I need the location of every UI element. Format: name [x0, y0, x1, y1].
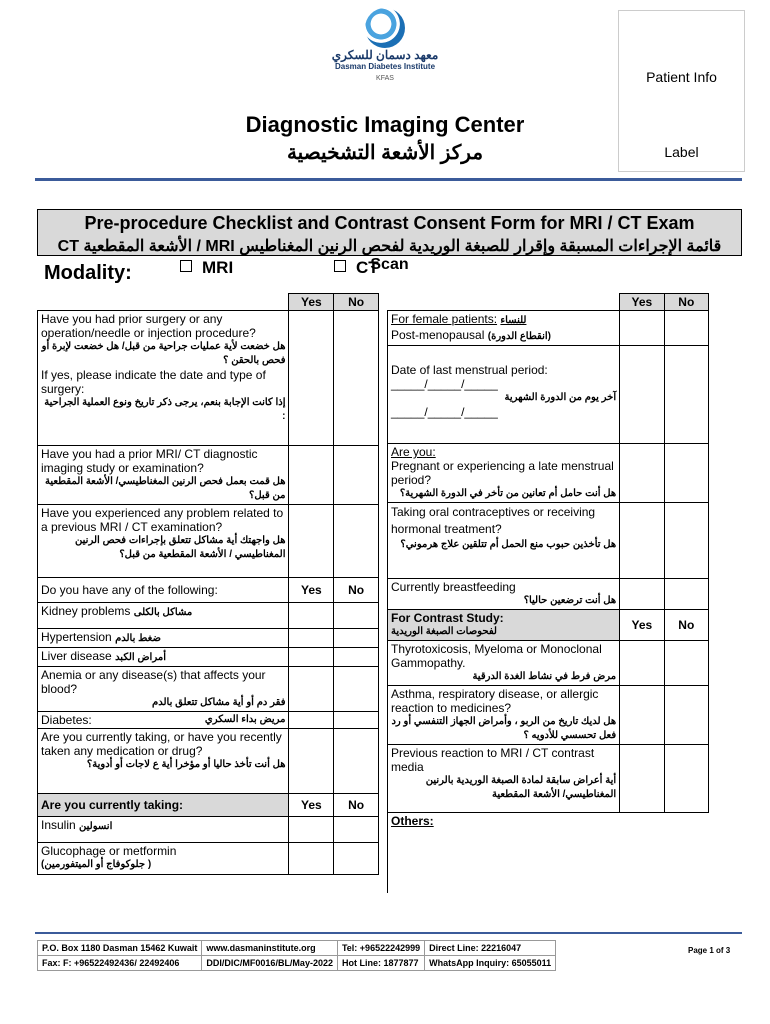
lmp-label-en: Date of last menstrual period:	[391, 363, 548, 377]
conditions-no-header: No	[334, 578, 379, 603]
thyrotoxicosis-label-ar: مرض فرط في نشاط الغدة الدرقية	[472, 671, 617, 682]
asthma-no-cell[interactable]	[664, 686, 708, 745]
footer-direct-line: Direct Line: 22216047	[425, 941, 556, 956]
footer-hotline: Hot Line: 1877877	[337, 956, 424, 971]
anemia-label-en: Anemia or any disease(s) that affects your blood?	[41, 668, 266, 696]
ct-option-label: CT	[356, 258, 379, 277]
kidney-row	[38, 603, 289, 629]
female-row	[388, 311, 620, 346]
footer-divider	[35, 932, 742, 934]
surgery-date-question-ar: إذا كانت الإجابة بنعم، يرجى ذكر تاريخ ونوع العملية الجراحية :	[44, 397, 286, 422]
anemia-yes-cell[interactable]	[289, 667, 334, 712]
hypertension-label-ar: ضغط بالدم	[115, 633, 161, 644]
kfas-logo-text: KFAS	[376, 75, 394, 82]
others-field[interactable]: Others:	[388, 813, 709, 893]
hypertension-label-en: Hypertension	[41, 630, 112, 644]
previous-reaction-yes-cell[interactable]	[620, 745, 664, 813]
asthma-yes-cell[interactable]	[620, 686, 664, 745]
hypertension-row	[38, 629, 289, 648]
footer-tel: Tel: +96522242999	[337, 941, 424, 956]
prior-imaging-question	[38, 446, 289, 505]
glucophage-label-ar: ( جلوكوفاج أو الميتفورمين)	[41, 859, 152, 870]
currently-taking-header: Are you currently taking:	[38, 794, 289, 817]
prior-problem-question-ar: هل واجهتك أية مشاكل تتعلق بإجراءات فحص الرنين المغناطيسي / الأشعة المقطعية من قبل؟	[75, 535, 286, 560]
lmp-no-cell[interactable]	[664, 346, 708, 444]
postmenopausal-label-en: Post-menopausal	[391, 328, 485, 342]
asthma-label-en: Asthma, respiratory disease, or allergic reaction to medicines?	[391, 687, 599, 715]
insulin-label-en: Insulin	[41, 818, 76, 832]
contraceptive-label-en: Taking oral contraceptives or receiving hormonal treatment?	[391, 505, 596, 536]
logo-arabic-text: معهد دسمان للسكري	[331, 48, 439, 62]
header-divider	[35, 178, 742, 181]
hypertension-yes-cell[interactable]	[289, 629, 334, 648]
previous-reaction-no-cell[interactable]	[664, 745, 708, 813]
right-header-blank	[388, 294, 620, 311]
glucophage-yes-cell[interactable]	[289, 843, 334, 875]
liver-label-en: Liver disease	[41, 649, 112, 663]
form-title-arabic: قائمة الإجراءات المسبقة وإقرار للصبغة الوريدية لفحص الرنين المغناطيس MRI / الأشعة المقطعية CT Scan	[57, 238, 722, 273]
footer-document-code: DDI/DIC/MF0016/BL/May-2022	[202, 956, 338, 971]
postmenopausal-yes-cell[interactable]	[620, 311, 664, 346]
lmp-row	[388, 346, 620, 444]
contrast-yes-header: Yes	[620, 610, 664, 641]
medication-yes-cell[interactable]	[289, 729, 334, 794]
right-yes-header: Yes	[620, 294, 664, 311]
glucophage-label-en: Glucophage or metformin	[41, 844, 177, 858]
left-yes-header: Yes	[289, 294, 334, 311]
contrast-study-label-en: For Contrast Study:	[391, 611, 504, 625]
diabetes-no-cell[interactable]	[334, 712, 379, 729]
breastfeeding-row	[388, 579, 620, 610]
anemia-label-ar: فقر دم أو أية مشاكل تتعلق بالدم	[152, 697, 286, 708]
asthma-row	[388, 686, 620, 745]
contrast-no-header: No	[664, 610, 708, 641]
taking-yes-header: Yes	[289, 794, 334, 817]
contraceptive-yes-cell[interactable]	[620, 503, 664, 579]
lmp-label-ar: آخر يوم من الدورة الشهرية	[504, 392, 617, 403]
pregnant-label-ar: هل أنت حامل أم تعانين من تأخر في الدورة الشهرية؟	[399, 488, 617, 499]
lmp-date-blank-2[interactable]: _____/_____/_____	[391, 405, 498, 419]
medication-no-cell[interactable]	[334, 729, 379, 794]
form-title-english: Pre-procedure Checklist and Contrast Consent Form for MRI / CT Exam	[84, 213, 695, 233]
previous-reaction-label-ar: أية أعراض سابقة لمادة الصبغة الوريدية بالرنين المغناطيسي/ الأشعة المقطعية	[425, 775, 617, 800]
modality-label: Modality:	[44, 262, 132, 284]
are-you-label: Are you:	[391, 445, 436, 459]
kidney-yes-cell[interactable]	[289, 603, 334, 629]
institute-logo	[325, 8, 445, 100]
surgery-question	[38, 311, 289, 446]
diabetes-yes-cell[interactable]	[289, 712, 334, 729]
breastfeeding-label-en: Currently breastfeeding	[391, 580, 516, 594]
insulin-label-ar: انسولين	[79, 821, 113, 832]
anemia-no-cell[interactable]	[334, 667, 379, 712]
page-title-arabic: مركز الأشعة التشخيصية	[286, 142, 484, 164]
logo-emblem-icon	[365, 8, 405, 48]
conditions-header: Do you have any of the following:	[38, 578, 289, 603]
prior-problem-question	[38, 505, 289, 578]
postmenopausal-no-cell[interactable]	[664, 311, 708, 346]
diabetes-label-en: Diabetes:	[41, 713, 92, 727]
lmp-date-blank-1[interactable]: _____/_____/_____	[391, 377, 498, 391]
postmenopausal-label-ar: (انقطاع الدورة)	[487, 331, 552, 342]
kidney-no-cell[interactable]	[334, 603, 379, 629]
thyrotoxicosis-yes-cell[interactable]	[620, 641, 664, 686]
patient-label-line1: Patient Info	[646, 69, 717, 85]
prior-problem-question-en: Have you experienced any problem related to a previous MRI / CT examination?	[41, 506, 284, 534]
prior-imaging-question-en: Have you had a prior MRI/ CT diagnostic imaging study or examination?	[41, 447, 258, 475]
thyrotoxicosis-no-cell[interactable]	[664, 641, 708, 686]
surgery-no-cell[interactable]	[334, 311, 379, 446]
left-checklist-table	[37, 293, 379, 875]
breastfeeding-no-cell[interactable]	[664, 579, 708, 610]
thyrotoxicosis-row	[388, 641, 620, 686]
ct-checkbox[interactable]	[334, 260, 346, 272]
asthma-label-ar: هل لديك تاريخ من الربو ، وأمراض الجهاز التنفسي أو رد فعل تحسسي للأدويه ؟	[391, 716, 617, 741]
prior-imaging-yes-cell[interactable]	[289, 446, 334, 505]
kidney-label-en: Kidney problems	[41, 604, 131, 618]
surgery-question-en: Have you had prior surgery or any operation/needle or injection procedure?	[41, 312, 256, 340]
right-checklist-table	[387, 293, 709, 893]
conditions-yes-header: Yes	[289, 578, 334, 603]
diabetes-row	[38, 712, 289, 729]
prior-problem-yes-cell[interactable]	[289, 505, 334, 578]
logo-english-text: Dasman Diabetes Institute	[334, 62, 436, 71]
mri-option-label: MRI	[202, 258, 234, 277]
contrast-study-header	[388, 610, 620, 641]
insulin-yes-cell[interactable]	[289, 817, 334, 843]
contraceptive-row	[388, 503, 620, 579]
pregnant-yes-cell[interactable]	[620, 444, 664, 503]
pregnant-label-en: Pregnant or experiencing a late menstrual period?	[391, 459, 614, 487]
prior-imaging-no-cell[interactable]	[334, 446, 379, 505]
contrast-study-label-ar: لفحوصات الصبغة الوريدية	[391, 626, 497, 637]
contraceptive-no-cell[interactable]	[664, 503, 708, 579]
breastfeeding-yes-cell[interactable]	[620, 579, 664, 610]
liver-no-cell[interactable]	[334, 648, 379, 667]
footer-address: P.O. Box 1180 Dasman 15462 Kuwait	[38, 941, 202, 956]
breastfeeding-label-ar: هل أنت ترضعين حاليا؟	[523, 595, 617, 606]
medication-question-ar: هل أنت تأخذ حاليا أو مؤخرا أية ع لاجات أو أدوية؟	[86, 759, 286, 770]
thyrotoxicosis-label-en: Thyrotoxicosis, Myeloma or Monoclonal Gammopathy.	[391, 642, 602, 670]
surgery-yes-cell[interactable]	[289, 311, 334, 446]
prior-problem-no-cell[interactable]	[334, 505, 379, 578]
page-number: Page 1 of 3	[688, 946, 731, 955]
left-header-blank	[38, 294, 289, 311]
taking-no-header: No	[334, 794, 379, 817]
pregnant-row	[388, 444, 620, 503]
liver-yes-cell[interactable]	[289, 648, 334, 667]
liver-label-ar: أمراض الكبد	[115, 652, 166, 663]
insulin-row	[38, 817, 289, 843]
previous-reaction-label-en: Previous reaction to MRI / CT contrast media	[391, 746, 595, 774]
liver-row	[38, 648, 289, 667]
glucophage-no-cell[interactable]	[334, 843, 379, 875]
prior-imaging-question-ar: هل قمت بعمل فحص الرنين المغناطيسي/ الأشعة المقطعية من قبل؟	[44, 476, 286, 501]
footer-fax: Fax: F: +96522492436/ 22492406	[38, 956, 202, 971]
footer-contact-table	[37, 940, 556, 971]
page-title: Diagnostic Imaging Center	[245, 112, 525, 137]
ct-option[interactable]	[334, 258, 379, 278]
right-no-header: No	[664, 294, 708, 311]
diabetes-label-ar: مريض بداء السكري	[204, 714, 286, 725]
left-no-header: No	[334, 294, 379, 311]
mri-option[interactable]	[180, 258, 233, 278]
glucophage-row	[38, 843, 289, 875]
medication-question-en: Are you currently taking, or have you recently taken any medication or drug?	[41, 730, 282, 758]
kidney-label-ar: مشاكل بالكلى	[133, 607, 193, 618]
patient-label-line2: Label	[664, 144, 699, 160]
hypertension-no-cell[interactable]	[334, 629, 379, 648]
previous-reaction-row	[388, 745, 620, 813]
footer-whatsapp: WhatsApp Inquiry: 65055011	[425, 956, 556, 971]
anemia-row	[38, 667, 289, 712]
footer-website[interactable]: www.dasmaninstitute.org	[202, 941, 338, 956]
female-label-ar: للنساء	[500, 315, 527, 326]
lmp-yes-cell[interactable]	[620, 346, 664, 444]
medication-row	[38, 729, 289, 794]
surgery-date-question-en: If yes, please indicate the date and type of surgery:	[41, 368, 266, 396]
insulin-no-cell[interactable]	[334, 817, 379, 843]
female-label-en: For female patients:	[391, 312, 498, 326]
pregnant-no-cell[interactable]	[664, 444, 708, 503]
contraceptive-label-ar: هل تأخذين حبوب منع الحمل أم تتلقين علاج هرموني؟	[400, 539, 617, 550]
mri-checkbox[interactable]	[180, 260, 192, 272]
surgery-question-ar: هل خضعت لأية عمليات جراحية من قبل/ هل خضعت لإبرة أو فحص بالحقن ؟	[41, 341, 286, 366]
